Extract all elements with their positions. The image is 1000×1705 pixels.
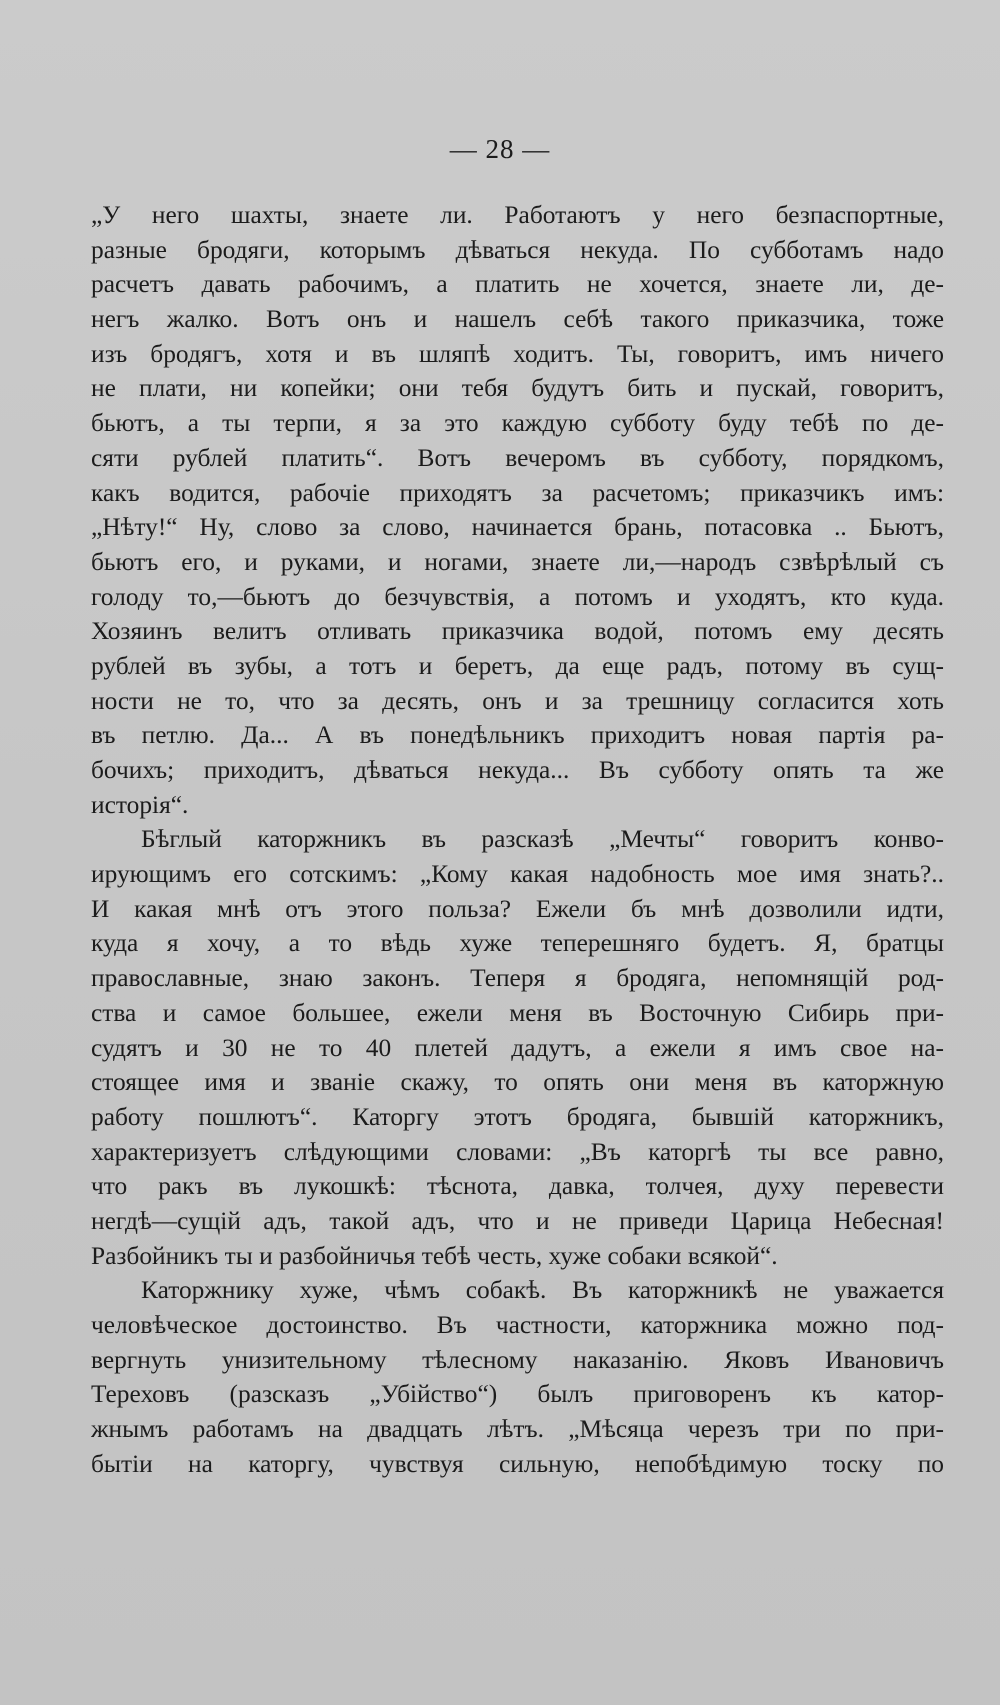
text-line: Бѣглый каторжникъ въ разсказѣ „Мечты“ говоритъ конво-	[141, 825, 944, 854]
text-line: въ петлю. Да... А въ понедѣльникъ приходитъ новая партія ра-	[91, 721, 944, 750]
text-line: негъ жалко. Вотъ онъ и нашелъ себѣ такого приказчика, тоже	[91, 305, 944, 334]
page-number: — 28 —	[449, 134, 551, 164]
text-line: Хозяинъ велитъ отливать приказчика водой, потомъ ему десять	[91, 617, 944, 646]
text-line: не плати, ни копейки; они тебя будутъ бить и пускай, говоритъ,	[91, 374, 944, 403]
text-line: стоящее имя и званіе скажу, то опять они меня въ каторжную	[91, 1068, 944, 1097]
text-line: „У него шахты, знаете ли. Работаютъ у него безпаспортные,	[91, 201, 944, 229]
text-line: бочихъ; приходитъ, дѣваться некуда... Въ субботу опять та же	[91, 756, 944, 784]
text-line: ства и самое большее, ежели меня въ Восточную Сибирь при-	[91, 998, 944, 1027]
text-line: православные, знаю законъ. Теперя я бродяга, непомнящій род-	[91, 964, 944, 993]
text-line: исторія“.	[91, 790, 189, 819]
text-line: негдѣ—сущій адъ, такой адъ, что и не приведи Царица Небесная!	[91, 1206, 944, 1235]
text-line: куда я хочу, а то вѣдь хуже теперешняго будетъ. Я, братцы	[91, 929, 944, 958]
text-line: Тереховъ (разсказъ „Убійство“) былъ приговоренъ къ катор-	[91, 1380, 944, 1409]
text-line: голоду то,—бьютъ до безчувствія, а потомъ и уходятъ, кто куда.	[91, 582, 944, 611]
text-line: работу пошлютъ“. Каторгу этотъ бродяга, бывшій каторжникъ,	[91, 1102, 944, 1131]
text-line: жнымъ работамъ на двадцать лѣтъ. „Мѣсяца черезъ три по при-	[91, 1415, 944, 1444]
text-line: бьютъ его, и руками, и ногами, знаете ли,—народъ сзвѣрѣлый съ	[91, 547, 944, 576]
body-text	[91, 198, 944, 1481]
text-line: изъ бродягъ, хотя и въ шляпѣ ходитъ. Ты, говоритъ, имъ ничего	[91, 339, 944, 368]
text-line: разные бродяги, которымъ дѣваться некуда. По субботамъ надо	[91, 235, 944, 264]
text-line: сяти рублей платить“. Вотъ вечеромъ въ субботу, порядкомъ,	[91, 443, 944, 472]
text-line: ирующимъ его сотскимъ: „Кому какая надобность мое имя знать?..	[91, 860, 944, 889]
text-line: расчетъ давать рабочимъ, а платить не хочется, знаете ли, де-	[91, 270, 944, 299]
text-line: бьютъ, а ты терпи, я за это каждую субботу буду тебѣ по де-	[91, 409, 944, 438]
text-line: характеризуетъ слѣдующими словами: „Въ каторгѣ ты все равно,	[91, 1137, 944, 1166]
text-line: судятъ и 30 не то 40 плетей дадутъ, а ежели я имъ свое на-	[91, 1033, 944, 1062]
text-line: что ракъ въ лукошкѣ: тѣснота, давка, толчея, духу перевести	[91, 1172, 944, 1201]
text-line: „Нѣту!“ Ну, слово за слово, начинается брань, потасовка .. Бьютъ,	[91, 513, 944, 542]
text-line: какъ водится, рабочіе приходятъ за расчетомъ; приказчикъ имъ:	[91, 478, 944, 507]
text-line: бытіи на каторгу, чувствуя сильную, непобѣдимую тоску по	[91, 1449, 944, 1478]
text-line: И какая мнѣ отъ этого польза? Ежели бъ мнѣ дозволили идти,	[91, 894, 944, 923]
text-line: рублей въ зубы, а тотъ и беретъ, да еще радъ, потому въ сущ-	[91, 651, 944, 680]
text-line: Каторжнику хуже, чѣмъ собакѣ. Въ каторжникѣ не уважается	[141, 1276, 944, 1305]
text-line: ности не то, что за десять, онъ и за трешницу согласится хоть	[91, 686, 944, 715]
text-line: человѣческое достоинство. Въ частности, каторжника можно под-	[91, 1311, 944, 1339]
text-line: вергнуть унизительному тѣлесному наказанію. Яковъ Ивановичъ	[91, 1345, 944, 1374]
text-line: Разбойникъ ты и разбойничья тебѣ честь, хуже собаки всякой“.	[91, 1241, 778, 1270]
